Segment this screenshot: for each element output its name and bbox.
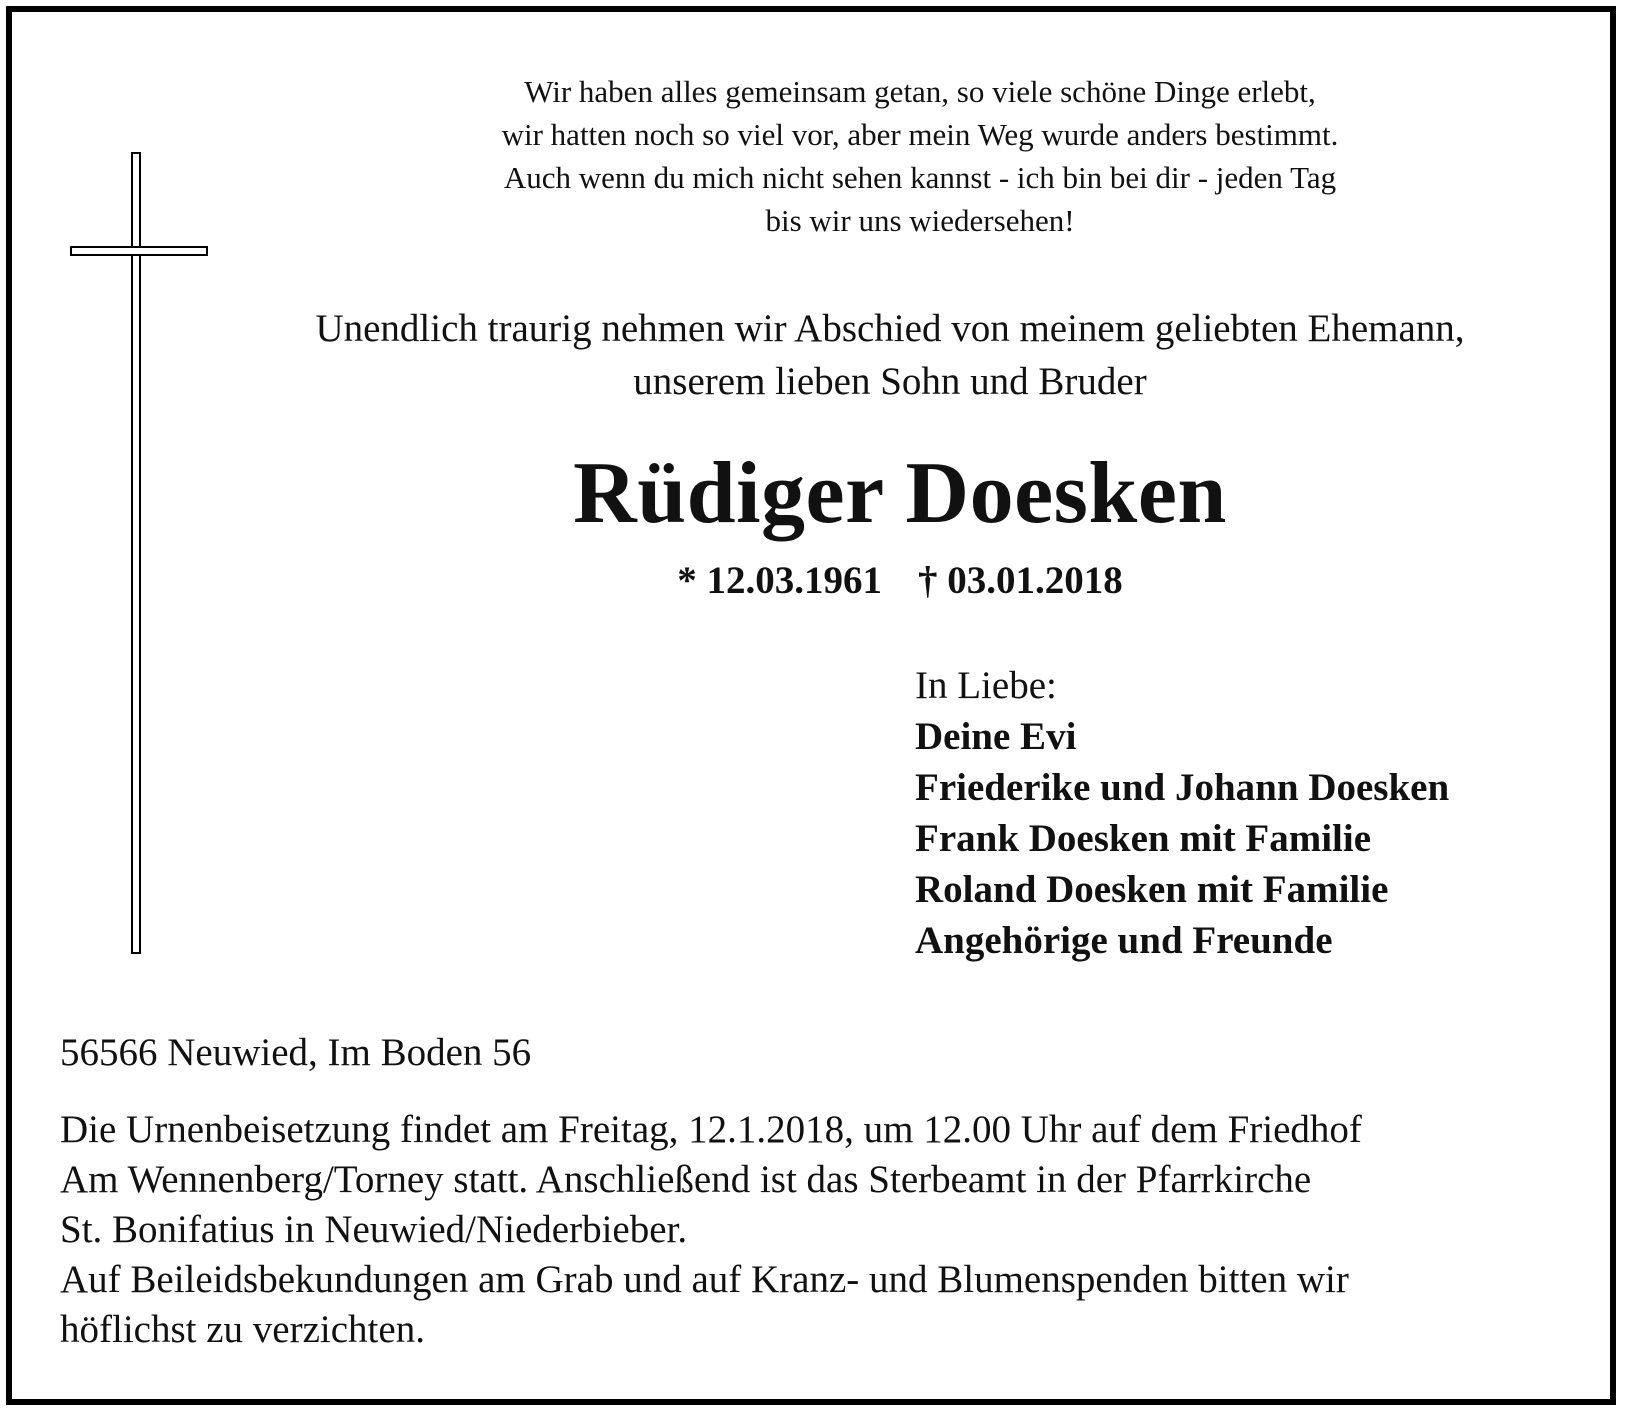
death-date: † 03.01.2018 bbox=[918, 559, 1123, 602]
details-line: Am Wennenberg/Torney statt. Anschließend ist das Sterbeamt in der Pfarrkirche bbox=[60, 1158, 1312, 1201]
details-line: Auf Beileidsbekundungen am Grab und auf Kranz- und Blumenspenden bitten wir bbox=[60, 1258, 1349, 1301]
funeral-details bbox=[60, 1105, 1580, 1355]
poem-line: Auch wenn du mich nicht sehen kannst - ich bin bei dir - jeden Tag bbox=[503, 160, 1337, 195]
mourners-signature-block bbox=[915, 660, 1605, 966]
mourner-name: Frank Doesken mit Familie bbox=[915, 817, 1372, 860]
farewell-intro bbox=[200, 302, 1580, 408]
life-dates bbox=[330, 556, 1470, 606]
cross-vertical-beam bbox=[131, 152, 141, 954]
details-line: St. Bonifatius in Neuwied/Niederbieber. bbox=[60, 1208, 688, 1251]
poem-line: wir hatten noch so viel vor, aber mein Weg wurde anders bestimmt. bbox=[501, 117, 1339, 152]
poem-line: Wir haben alles gemeinsam getan, so viele schöne Dinge erlebt, bbox=[524, 74, 1316, 109]
birth-date: * 12.03.1961 bbox=[677, 559, 882, 602]
memorial-poem bbox=[360, 70, 1480, 242]
mourner-name: Friederike und Johann Doesken bbox=[915, 766, 1450, 809]
details-line: höflichst zu verzichten. bbox=[60, 1308, 425, 1351]
mourner-name: Angehörige und Freunde bbox=[915, 919, 1333, 962]
family-address: 56566 Neuwied, Im Boden 56 bbox=[60, 1031, 532, 1074]
signature-label: In Liebe: bbox=[915, 664, 1057, 707]
intro-line: Unendlich traurig nehmen wir Abschied von meinem geliebten Ehemann, bbox=[315, 307, 1465, 350]
intro-line: unserem lieben Sohn und Bruder bbox=[633, 360, 1147, 403]
poem-line: bis wir uns wiedersehen! bbox=[765, 203, 1075, 238]
cross-horizontal-beam bbox=[70, 246, 208, 256]
mourner-name: Roland Doesken mit Familie bbox=[915, 868, 1389, 911]
deceased-name: Rüdiger Doesken bbox=[573, 445, 1227, 542]
details-line: Die Urnenbeisetzung findet am Freitag, 12.1.2018, um 12.00 Uhr auf dem Friedhof bbox=[60, 1108, 1362, 1151]
mourner-name: Deine Evi bbox=[915, 715, 1077, 758]
cross-intersection bbox=[133, 248, 139, 254]
